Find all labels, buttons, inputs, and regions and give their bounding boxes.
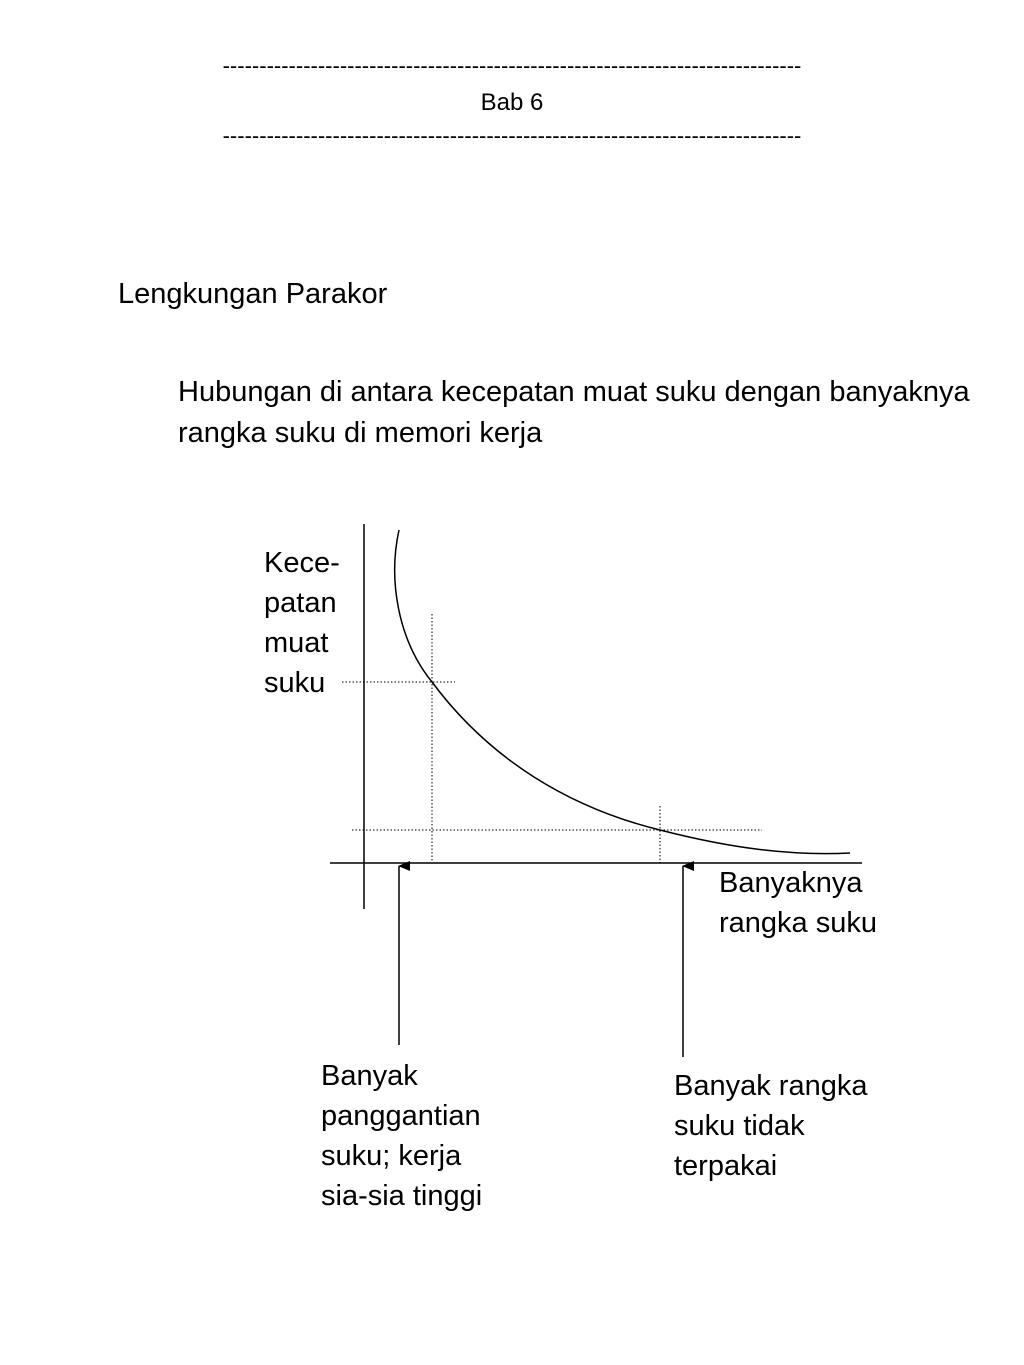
annotation-unused-frames: Banyak rangka suku tidak terpakai [674,1070,868,1182]
x-axis-label: Banyaknya rangka suku [719,867,877,939]
paracor-curve [395,530,850,854]
y-axis-label: Kece- patan muat suku [264,547,340,699]
page-heading: Lengkungan Parakor [118,278,388,310]
bottom-dashed-rule: ------------------------------------------------------------------------------- [222,123,802,148]
chapter-title: Bab 6 [480,89,544,116]
top-dashed-rule: ------------------------------------------------------------------------------- [222,53,802,78]
annotation-thrashing: Banyak panggantian suku; kerja sia-sia tinggi [321,1060,483,1212]
diagram-description: Hubungan di antara kecepatan muat suku dengan banyaknya rangka suku di memori kerja [178,376,970,449]
